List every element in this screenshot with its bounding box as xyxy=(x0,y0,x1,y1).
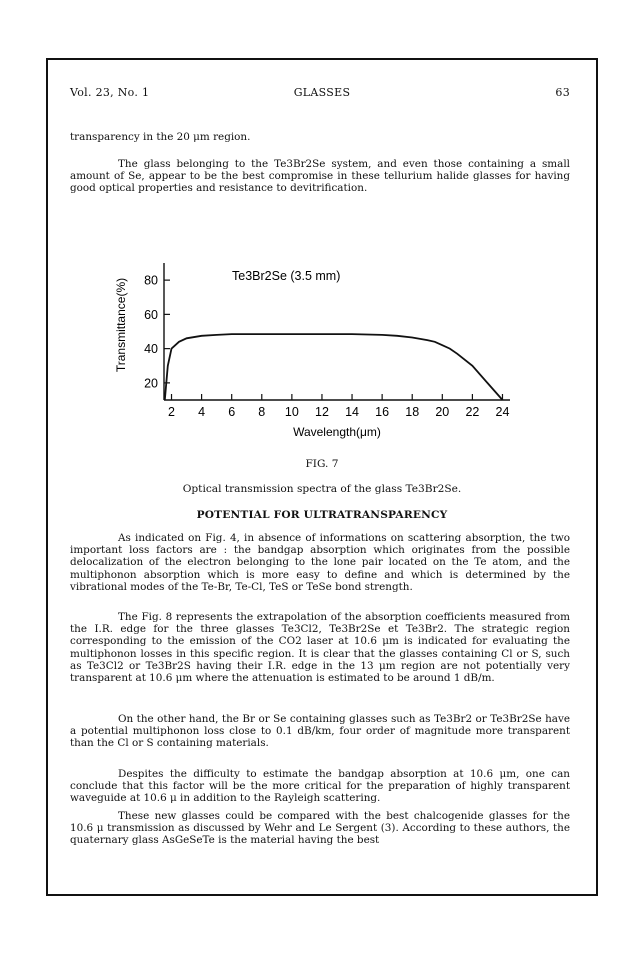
paragraph-te3br2se-system: The glass belonging to the Te3Br2Se system, and even those containing a small amount of Se, appear to be the best compromise in these tellurium halide glasses for having good optical properties and resistance to devitrification. xyxy=(70,158,570,195)
volume-label: Vol. 23, No. 1 xyxy=(70,86,150,99)
x-tick-label: 24 xyxy=(495,405,510,419)
x-tick-label: 6 xyxy=(228,405,236,419)
x-tick-label: 2 xyxy=(168,405,175,419)
x-tick-label: 22 xyxy=(465,405,480,419)
y-tick-label: 20 xyxy=(144,376,158,391)
x-tick-label: 20 xyxy=(435,405,450,419)
x-axis-label: Wavelength(μm) xyxy=(293,425,381,439)
y-tick-label: 80 xyxy=(144,273,158,288)
x-tick-label: 8 xyxy=(258,405,266,419)
y-tick-label: 60 xyxy=(144,307,158,322)
transmittance-curve xyxy=(165,334,503,400)
x-tick-label: 18 xyxy=(405,405,420,419)
x-tick-label: 16 xyxy=(375,405,390,419)
x-tick-label: 12 xyxy=(315,405,329,419)
journal-title: GLASSES xyxy=(293,86,351,99)
paragraph-loss-factors: As indicated on Fig. 4, in absence of informations on scattering absorption, the two important loss factors are : the bandgap absorption which originates from the possible delocalization of the electron belonging to the lone pair located on the Te atom, and the multiphonon absorption which is more easy to define and which is determined by the vibrational modes of the Te-Br, Te-Cl, TeS or TeSe bond strength. xyxy=(70,532,570,593)
series-annotation: Te3Br2Se (3.5 mm) xyxy=(232,269,341,283)
paragraph-chalcogenide: These new glasses could be compared with the best chalcogenide glasses for the 10.6 μ transmission as discussed by Wehr and Le Sergent (3). According to these authors, the quaternary glass AsGeSeTe is the material having the best xyxy=(70,810,570,847)
y-axis-label: Transmittance(%) xyxy=(114,277,128,373)
figure-caption: Optical transmission spectra of the glass Te3Br2Se. xyxy=(182,483,462,495)
x-tick-label: 10 xyxy=(284,405,299,419)
paragraph-continuation: transparency in the 20 μm region. xyxy=(70,131,251,143)
paragraph-bandgap: Despites the difficulty to estimate the bandgap absorption at 10.6 μm, one can conclude that this factor will be the more critical for the preparation of highly transparent waveguide at 10.6 μ in addition to the Rayleigh scattering. xyxy=(70,768,570,805)
paragraph-br-se-glasses: On the other hand, the Br or Se containing glasses such as Te3Br2 or Te3Br2Se have a potential multiphonon loss close to 0.1 dB/km, four order of magnitude more transparent than the Cl or S containing materials. xyxy=(70,713,570,750)
section-heading: POTENTIAL FOR ULTRATRANSPARENCY xyxy=(196,509,448,521)
y-tick-label: 40 xyxy=(144,342,158,357)
x-tick-label: 14 xyxy=(345,405,359,419)
page-number: 63 xyxy=(555,86,570,99)
x-tick-label: 4 xyxy=(198,405,206,419)
figure-label: FIG. 7 xyxy=(305,458,339,470)
paragraph-extrapolation: The Fig. 8 represents the extrapolation of the absorption coefficients measured from the I.R. edge for the three glasses Te3Cl2, Te3Br2Se et Te3Br2. The strategic region corresponding to the emission of the CO2 laser at 10.6 μm is indicated for evaluating the multiphonon losses in this specific region. It is clear that the glasses containing Cl or S, such as Te3Cl2 or Te3Br2S having their I.R. edge in the 13 μm region are not potentially very transparent at 10.6 μm where the attenuation is estimated to be around 1 dB/m. xyxy=(70,611,570,685)
transmission-chart xyxy=(102,255,532,450)
